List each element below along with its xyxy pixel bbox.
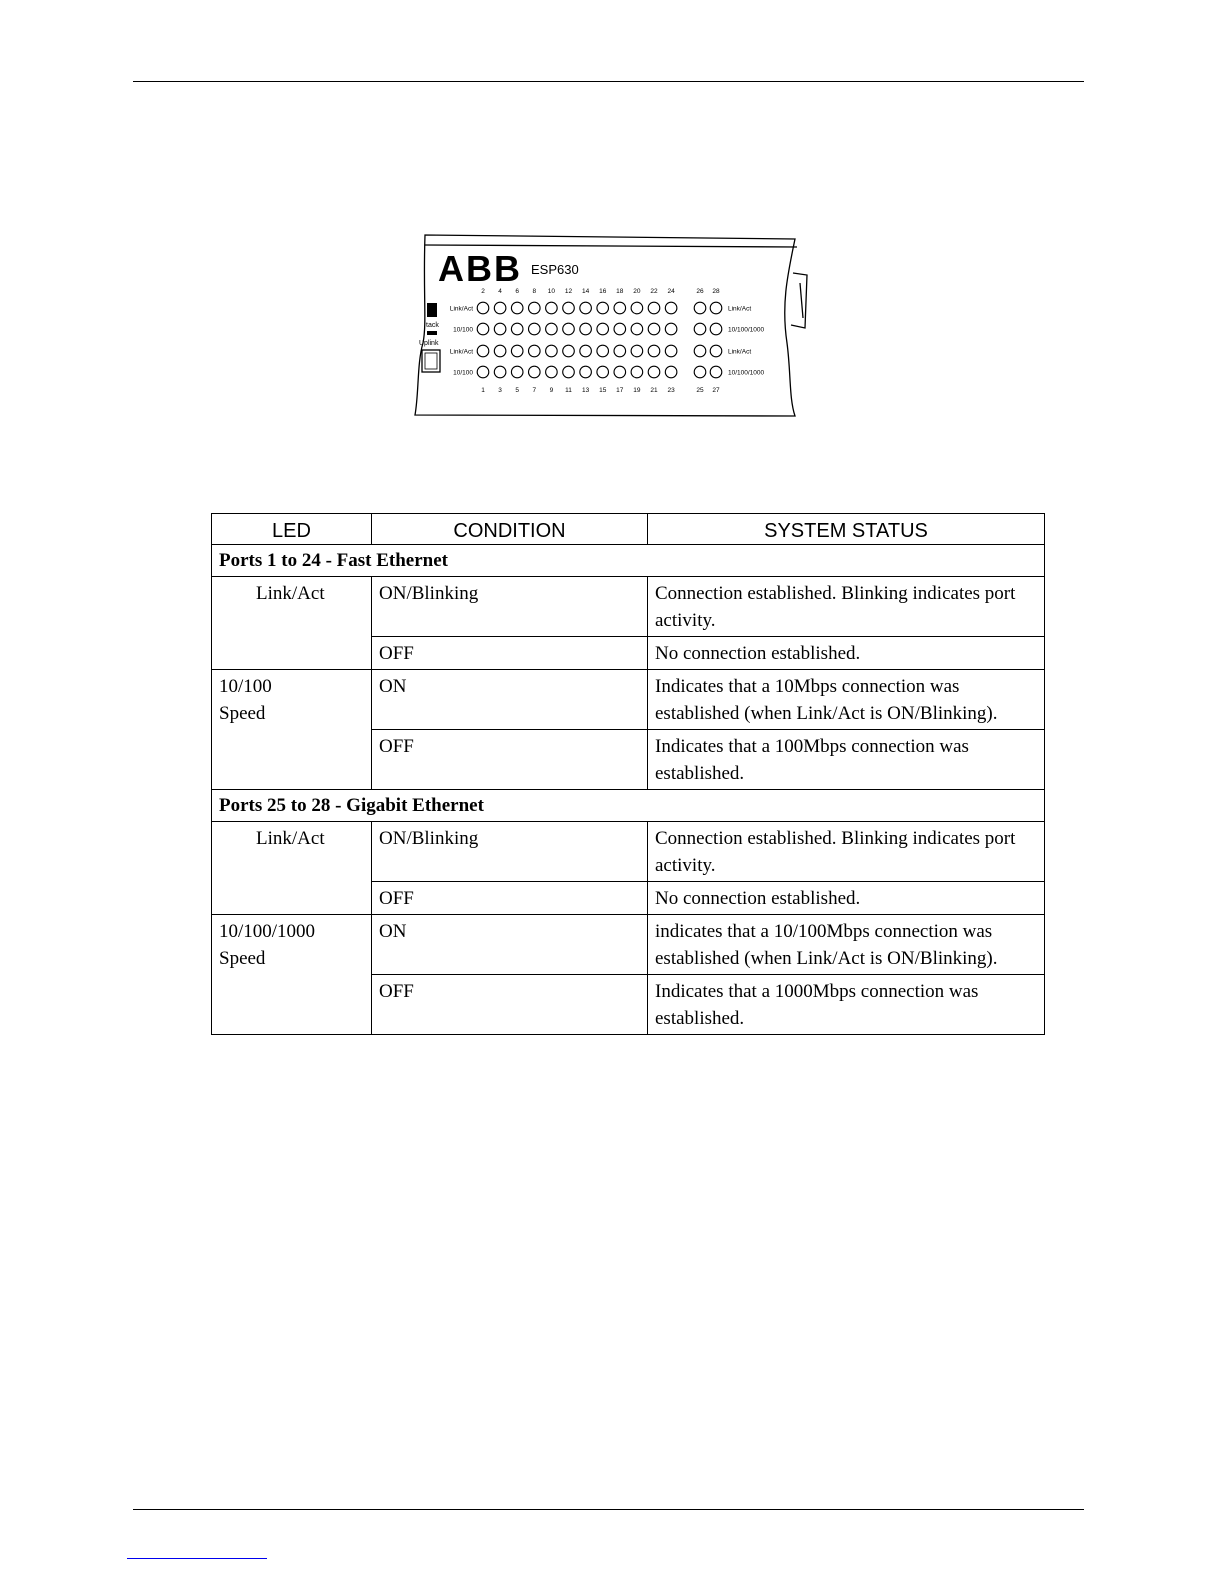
model-label: ESP630 bbox=[531, 262, 579, 277]
led-indicator bbox=[648, 302, 660, 314]
led-indicator bbox=[563, 366, 575, 378]
port-number-label: 6 bbox=[515, 288, 520, 295]
led-indicator bbox=[710, 366, 722, 378]
led-indicator bbox=[694, 323, 706, 335]
status-line: Indicates that a 100Mbps connection was bbox=[655, 736, 969, 757]
led-indicator bbox=[614, 302, 626, 314]
port-number-label: 20 bbox=[633, 288, 641, 295]
port-number-label: 19 bbox=[633, 387, 641, 394]
port-number-label: 5 bbox=[515, 387, 520, 394]
led-indicator bbox=[580, 302, 592, 314]
status-cell: No connection established. bbox=[648, 637, 1045, 670]
condition-cell: ON/Blinking bbox=[372, 577, 648, 637]
port-number-label: 3 bbox=[498, 387, 502, 394]
led-indicator bbox=[694, 366, 706, 378]
uplink-label: Uplink bbox=[419, 340, 439, 347]
led-grid bbox=[450, 288, 765, 394]
led-indicator bbox=[546, 323, 558, 335]
table-header-row bbox=[212, 514, 1045, 545]
led-indicator bbox=[511, 323, 523, 335]
led-indicator bbox=[477, 302, 489, 314]
led-indicator bbox=[648, 366, 660, 378]
port-number-label: 27 bbox=[712, 387, 720, 394]
led-indicator bbox=[580, 366, 592, 378]
port-number-label: 16 bbox=[599, 288, 607, 295]
led-cell: Link/Act bbox=[212, 577, 372, 670]
led-indicator bbox=[614, 345, 626, 357]
led-indicator bbox=[563, 302, 575, 314]
led-indicator bbox=[597, 345, 609, 357]
led-indicator bbox=[710, 302, 722, 314]
status-line: indicates that a 10/100Mbps connection was bbox=[655, 921, 993, 942]
port-number-label: 13 bbox=[581, 387, 590, 394]
led-indicator bbox=[529, 302, 541, 314]
led-indicator bbox=[529, 366, 541, 378]
led-indicator bbox=[631, 345, 643, 357]
abb-logo: ABB bbox=[438, 248, 522, 289]
led-indicator bbox=[477, 366, 489, 378]
port-number-label: 15 bbox=[599, 387, 607, 394]
status-line: established. bbox=[655, 763, 745, 784]
led-indicator bbox=[710, 323, 722, 335]
led-indicator bbox=[477, 323, 489, 335]
led-indicator bbox=[631, 302, 643, 314]
led-indicator bbox=[529, 345, 541, 357]
led-indicator bbox=[494, 366, 506, 378]
led-indicator bbox=[710, 345, 722, 357]
port-number-label: 10 bbox=[547, 288, 556, 295]
led-indicator bbox=[546, 302, 558, 314]
led-indicator bbox=[665, 302, 677, 314]
port-number-label: 24 bbox=[667, 288, 675, 295]
table-row bbox=[212, 822, 1045, 882]
led-indicator bbox=[631, 366, 643, 378]
status-cell bbox=[648, 915, 1045, 975]
row-label-right: Link/Act bbox=[728, 348, 752, 356]
row-label-left: Link/Act bbox=[449, 305, 473, 313]
led-indicator bbox=[511, 366, 523, 378]
led-indicator bbox=[665, 345, 677, 357]
status-cell: Connection established. Blinking indicates port activity. bbox=[648, 577, 1045, 637]
row-label-right: 10/100/1000 bbox=[728, 326, 765, 334]
condition-cell: ON bbox=[372, 915, 648, 975]
led-indicator bbox=[511, 302, 523, 314]
port-number-label: 22 bbox=[650, 288, 658, 295]
led-indicator bbox=[580, 345, 592, 357]
led-indicator bbox=[546, 366, 558, 378]
led-indicator bbox=[546, 345, 558, 357]
status-line: Indicates that a 1000Mbps connection was bbox=[655, 981, 979, 1002]
row-label-right: 10/100/1000 bbox=[728, 369, 765, 377]
row-label-left: 10/100 bbox=[453, 369, 473, 377]
port-number-label: 23 bbox=[667, 387, 675, 394]
condition-cell: OFF bbox=[372, 637, 648, 670]
led-indicator bbox=[494, 345, 506, 357]
led-indicator bbox=[614, 323, 626, 335]
condition-cell: ON bbox=[372, 670, 648, 730]
switch-front-panel-figure bbox=[405, 233, 810, 419]
table-row bbox=[212, 577, 1045, 637]
led-cell bbox=[212, 915, 372, 1035]
row-label-left: Link/Act bbox=[449, 348, 473, 356]
led-indicator bbox=[597, 323, 609, 335]
uplink-indicator bbox=[427, 331, 437, 335]
header-led: LED bbox=[212, 514, 372, 545]
condition-cell: OFF bbox=[372, 975, 648, 1035]
led-indicator bbox=[614, 366, 626, 378]
table-row bbox=[212, 915, 1045, 975]
status-cell bbox=[648, 975, 1045, 1035]
status-cell bbox=[648, 730, 1045, 790]
section-title: Ports 25 to 28 - Gigabit Ethernet bbox=[212, 790, 1045, 822]
led-indicator bbox=[665, 323, 677, 335]
port-number-label: 7 bbox=[532, 387, 537, 394]
port-number-label: 28 bbox=[712, 288, 720, 295]
condition-cell: ON/Blinking bbox=[372, 822, 648, 882]
port-number-label: 8 bbox=[532, 288, 537, 295]
status-line: established. bbox=[655, 1008, 745, 1029]
status-line: established (when Link/Act is ON/Blinking). bbox=[655, 703, 998, 724]
led-indicator bbox=[494, 302, 506, 314]
led-indicator bbox=[597, 366, 609, 378]
status-line: established (when Link/Act is ON/Blinking). bbox=[655, 948, 998, 969]
port-number-label: 4 bbox=[498, 288, 502, 295]
row-label-right: Link/Act bbox=[728, 305, 752, 313]
port-number-label: 26 bbox=[696, 288, 704, 295]
status-cell: No connection established. bbox=[648, 882, 1045, 915]
port-number-label: 1 bbox=[481, 387, 485, 394]
led-name: 10/100/1000 bbox=[219, 921, 316, 942]
port-number-label: 11 bbox=[565, 387, 572, 394]
header-condition: CONDITION bbox=[372, 514, 648, 545]
led-indicator bbox=[648, 323, 660, 335]
led-indicator bbox=[529, 323, 541, 335]
header-system-status: SYSTEM STATUS bbox=[648, 514, 1045, 545]
led-indicator bbox=[631, 323, 643, 335]
led-indicator bbox=[511, 345, 523, 357]
port-number-label: 14 bbox=[581, 288, 590, 295]
led-indicator bbox=[694, 345, 706, 357]
condition-cell: OFF bbox=[372, 730, 648, 790]
section-title: Ports 1 to 24 - Fast Ethernet bbox=[212, 545, 1045, 577]
led-indicator bbox=[494, 323, 506, 335]
port-number-label: 25 bbox=[696, 387, 704, 394]
status-cell: Connection established. Blinking indicates port activity. bbox=[648, 822, 1045, 882]
port-number-label: 12 bbox=[564, 288, 573, 295]
port-number-label: 18 bbox=[616, 288, 624, 295]
port-number-label: 17 bbox=[616, 387, 624, 394]
status-line: Indicates that a 10Mbps connection was bbox=[655, 676, 960, 697]
led-cell bbox=[212, 670, 372, 790]
section-row bbox=[212, 790, 1045, 822]
row-label-left: 10/100 bbox=[453, 326, 473, 334]
port-number-label: 2 bbox=[481, 288, 485, 295]
led-indicator bbox=[563, 323, 575, 335]
stack-indicator bbox=[427, 303, 437, 317]
led-indicator bbox=[597, 302, 609, 314]
status-cell bbox=[648, 670, 1045, 730]
led-indicator bbox=[477, 345, 489, 357]
header-rule bbox=[133, 81, 1084, 82]
led-indicator bbox=[694, 302, 706, 314]
port-number-label: 9 bbox=[549, 387, 554, 394]
led-indicator bbox=[648, 345, 660, 357]
led-name: 10/100 bbox=[219, 676, 272, 697]
condition-cell: OFF bbox=[372, 882, 648, 915]
led-subtitle: Speed bbox=[219, 703, 266, 724]
led-indicator bbox=[563, 345, 575, 357]
section-row bbox=[212, 545, 1045, 577]
stack-label: tack bbox=[426, 322, 439, 329]
led-status-table bbox=[211, 513, 1045, 1035]
led-subtitle: Speed bbox=[219, 948, 266, 969]
footer-link[interactable] bbox=[127, 1558, 267, 1559]
led-indicator bbox=[580, 323, 592, 335]
led-indicator bbox=[665, 366, 677, 378]
port-number-label: 21 bbox=[650, 387, 658, 394]
table-row bbox=[212, 670, 1045, 730]
footer-rule bbox=[133, 1509, 1084, 1510]
led-cell: Link/Act bbox=[212, 822, 372, 915]
